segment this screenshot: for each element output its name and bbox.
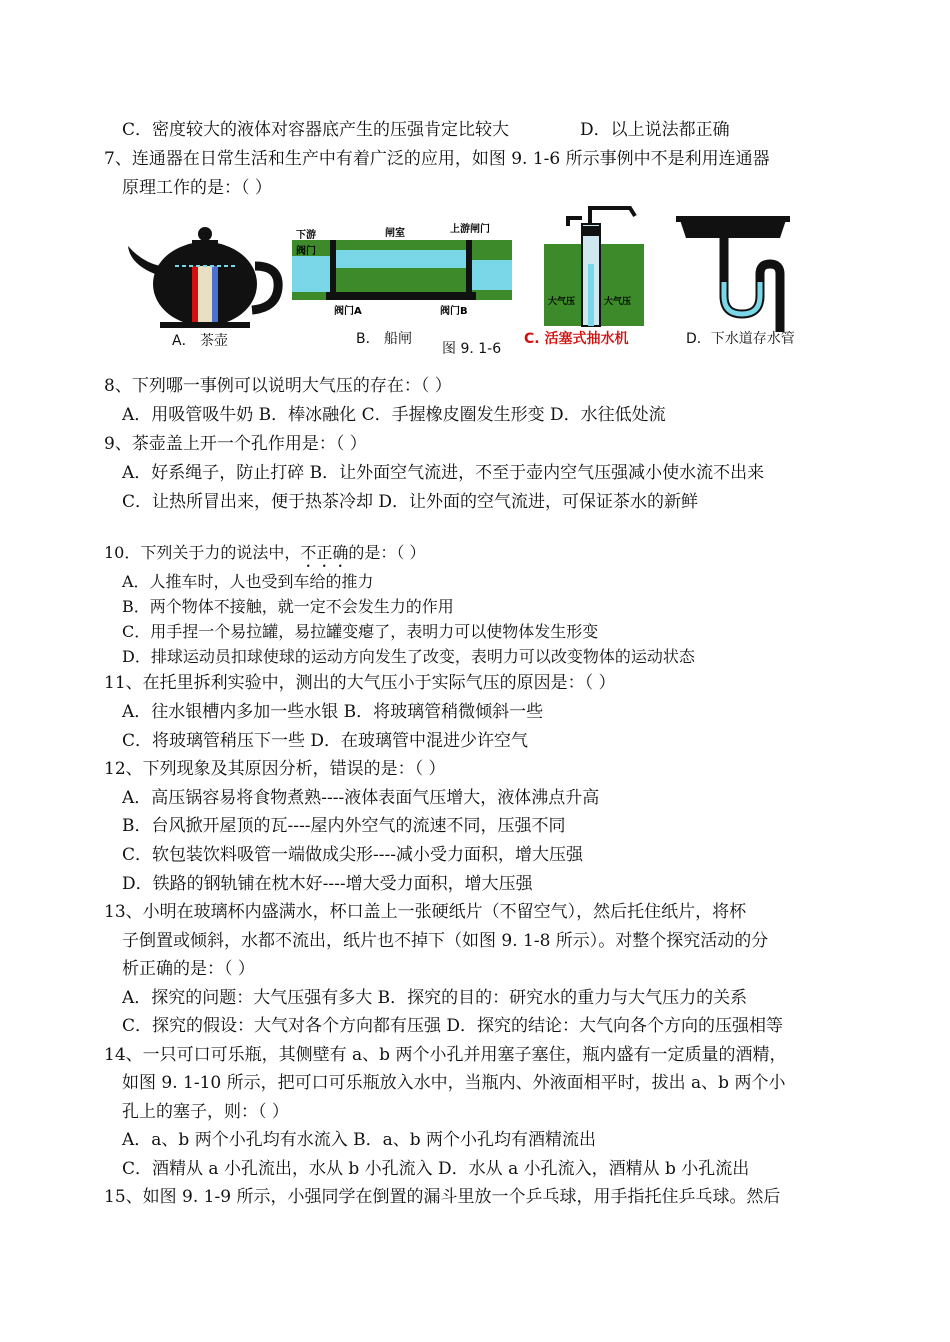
figure-caption-d: D．下水道存水管 bbox=[686, 331, 795, 347]
q14-stem-line2: 如图 9. 1-10 所示，把可口可乐瓶放入水中，当瓶内、外液面相平时，拔出 a、b 两个小 bbox=[122, 1073, 786, 1093]
q12-stem: 12、下列现象及其原因分析，错误的是：（ ） bbox=[104, 759, 446, 779]
q10-emphasis: 不正确 bbox=[300, 543, 349, 562]
figure-number: 图 9. 1-6 bbox=[442, 341, 502, 357]
q13-stem-line1: 13、小明在玻璃杯内盛满水，杯口盖上一张硬纸片（不留空气），然后托住纸片，将杯 bbox=[104, 902, 747, 922]
q12-option-c: C．软包装饮料吸管一端做成尖形----减小受力面积，增大压强 bbox=[122, 845, 583, 865]
piston-pump-image bbox=[544, 208, 644, 326]
q13-options-line1: A．探究的问题：大气压强有多大 B．探究的目的：研究水的重力与大气压力的关系 bbox=[122, 988, 748, 1008]
q9-options-line2: C．让热所冒出来，便于热茶冷却 D．让外面的空气流进，可保证茶水的新鲜 bbox=[122, 492, 699, 512]
figure-caption-b: B． 船闸 bbox=[356, 331, 413, 347]
ship-lock-image bbox=[292, 222, 512, 317]
q8-stem: 8、下列哪一事例可以说明大气压的存在：（ ） bbox=[104, 376, 452, 396]
q14-stem-line3: 孔上的塞子，则：（ ） bbox=[122, 1102, 289, 1122]
figure-9-1-6 bbox=[120, 204, 840, 357]
figure-caption-a: A． 茶壶 bbox=[172, 333, 229, 349]
pump-label-left: 大气压 bbox=[548, 297, 576, 307]
lock-label-gate: 阀门 bbox=[296, 246, 316, 257]
q13-stem-line2: 子倒置或倾斜，水都不流出，纸片也不掉下（如图 9. 1-8 所示）。对整个探究活动的分 bbox=[122, 931, 769, 951]
q6-option-c: C．密度较大的液体对容器底产生的压强肯定比较大 bbox=[122, 120, 510, 140]
q10-stem: 10．下列关于力的说法中，不正确的是：（ ） bbox=[104, 543, 426, 562]
q8-options: A．用吸管吸牛奶 B．棒冰融化 C．手握橡皮圈发生形变 D．水往低处流 bbox=[122, 405, 666, 425]
q13-stem-line3: 析正确的是：（ ） bbox=[122, 959, 255, 979]
q6-option-d: D．以上说法都正确 bbox=[580, 120, 730, 140]
q7-stem-line1: 7、连通器在日常生活和生产中有着广泛的应用，如图 9. 1-6 所示事例中不是利用连通器 bbox=[104, 149, 770, 169]
lock-label-upstream: 上游闸门 bbox=[450, 224, 490, 235]
q12-option-b: B．台风掀开屋顶的瓦----屋内外空气的流速不同，压强不同 bbox=[122, 816, 566, 836]
lock-label-valve-b: 阀门B bbox=[440, 306, 468, 317]
teapot-image bbox=[128, 227, 278, 328]
drain-trap-image bbox=[676, 216, 790, 332]
pump-label-right: 大气压 bbox=[604, 297, 632, 307]
lock-label-downstream: 下游 bbox=[296, 230, 316, 241]
q14-stem-line1: 14、一只可口可乐瓶，其侧壁有 a、b 两个小孔并用塞子塞住，瓶内盛有一定质量的酒精， bbox=[104, 1045, 787, 1065]
lock-label-valve-a: 阀门A bbox=[334, 306, 362, 317]
q12-option-d: D．铁路的钢轨铺在枕木好----增大受力面积，增大压强 bbox=[122, 874, 533, 894]
q9-options-line1: A．好系绳子，防止打碎 B．让外面空气流进，不至于壶内空气压强减小使水流不出来 bbox=[122, 463, 765, 483]
q14-options-line1: A．a、b 两个小孔均有水流入 B．a、b 两个小孔均有酒精流出 bbox=[122, 1130, 597, 1150]
q10-option-a: A．人推车时，人也受到车给的推力 bbox=[122, 572, 374, 591]
q11-options-line2: C．将玻璃管稍压下一些 D．在玻璃管中混进少许空气 bbox=[122, 731, 529, 751]
q12-option-a: A．高压锅容易将食物煮熟----液体表面气压增大，液体沸点升高 bbox=[122, 788, 600, 808]
q10-option-c: C．用手捏一个易拉罐，易拉罐变瘪了，表明力可以使物体发生形变 bbox=[122, 622, 599, 641]
q11-stem: 11、在托里拆利实验中，测出的大气压小于实际气压的原因是：（ ） bbox=[104, 673, 616, 693]
q11-options-line1: A．往水银槽内多加一些水银 B．将玻璃管稍微倾斜一些 bbox=[122, 702, 544, 722]
q15-stem-line1: 15、如图 9. 1-9 所示，小强同学在倒置的漏斗里放一个乒乓球，用手指托住乒乓球。然后 bbox=[104, 1187, 781, 1207]
figure-caption-c: C. 活塞式抽水机 bbox=[524, 331, 629, 347]
q13-options-line2: C．探究的假设：大气对各个方向都有压强 D．探究的结论：大气向各个方向的压强相等 bbox=[122, 1016, 784, 1036]
q10-option-b: B．两个物体不接触，就一定不会发生力的作用 bbox=[122, 597, 454, 616]
q10-option-d: D．排球运动员扣球使球的运动方向发生了改变，表明力可以改变物体的运动状态 bbox=[122, 647, 695, 666]
lock-label-chamber: 闸室 bbox=[385, 228, 405, 239]
q9-stem: 9、茶壶盖上开一个孔作用是：（ ） bbox=[104, 434, 367, 454]
q7-stem-line2: 原理工作的是：（ ） bbox=[122, 178, 272, 198]
q14-options-line2: C．酒精从 a 小孔流出，水从 b 小孔流入 D．水从 a 小孔流入，酒精从 b 小孔流出 bbox=[122, 1159, 750, 1179]
